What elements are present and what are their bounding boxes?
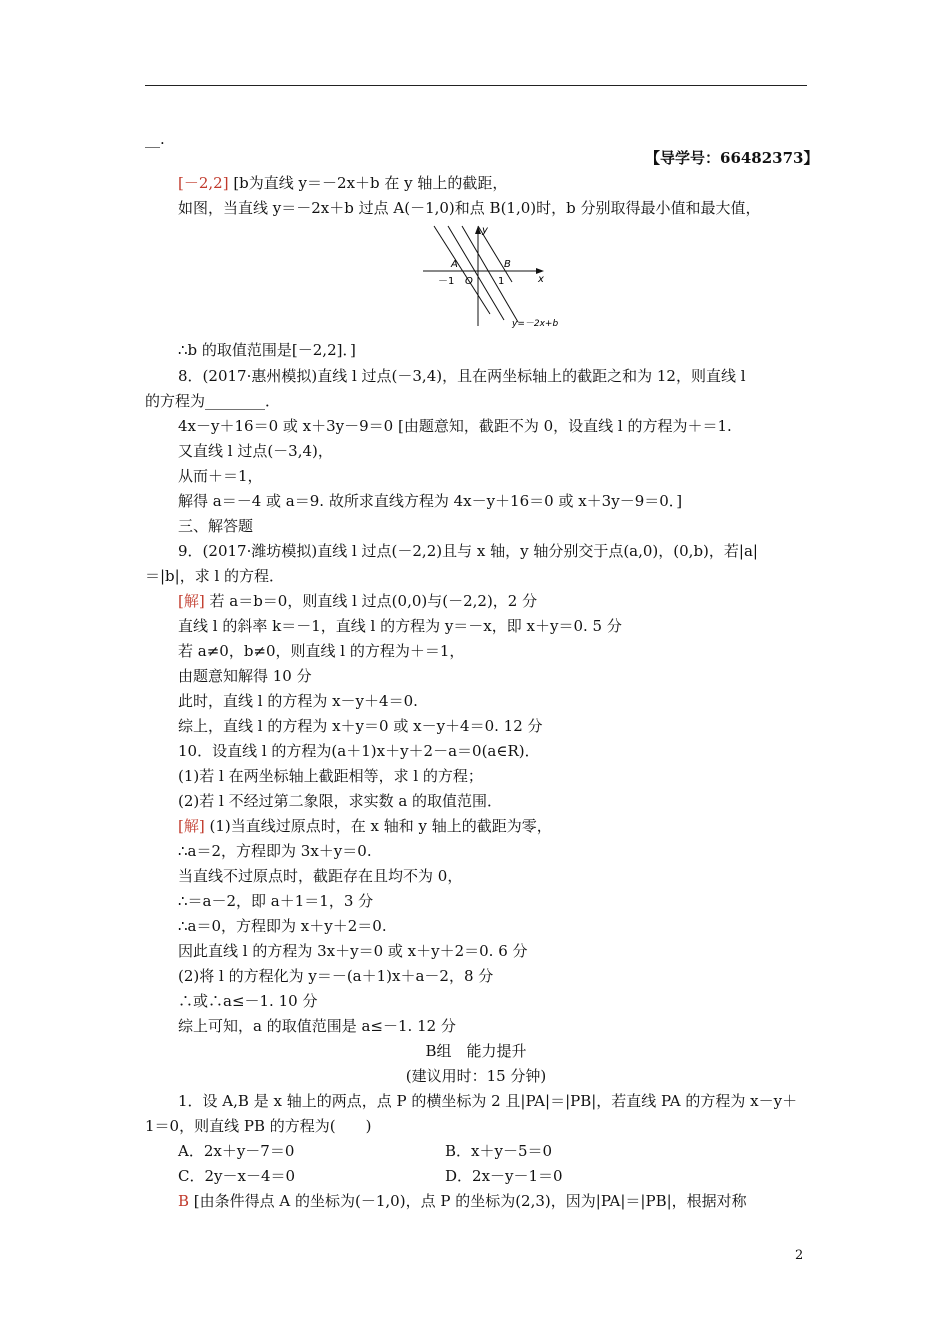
line-text: ＝|b|，求 l 的方程． [145, 567, 285, 585]
answer-marker: [－2,2] [178, 174, 229, 192]
line-text: ∴a＝0，方程即为 x＋y＋2＝0. [178, 917, 387, 935]
text-line [178, 173, 507, 193]
line-text: (2)将 l 的方程化为 y＝－(a＋1)x＋a－2，8 分 [178, 967, 494, 985]
line-text: 若 a≠0，b≠0，则直线 l 的方程为＋＝1， [178, 642, 465, 660]
text-line [178, 716, 543, 736]
text-line [178, 441, 333, 461]
line-text: 9．(2017·潍坊模拟)直线 l 过点(－2,2)且与 x 轴，y 轴分别交于点(a,0)，(0,b)，若|a| [178, 542, 758, 560]
line-text: (1)当直线过原点时，在 x 轴和 y 轴上的截距为零， [204, 817, 552, 835]
line-text: 综上可知，a 的取值范围是 a≤－1. 12 分 [178, 1017, 456, 1035]
line-text: 三、解答题 [178, 517, 254, 535]
line-text: 8．(2017·惠州模拟)直线 l 过点(－3,4)，且在两坐标轴上的截距之和为 12，则直线 l [178, 367, 746, 385]
line-text: 此时，直线 l 的方程为 x－y＋4＝0. [178, 692, 418, 710]
page-number: 2 [795, 1248, 804, 1263]
text-line [178, 741, 540, 761]
text-line [178, 516, 253, 536]
text-line [178, 941, 528, 961]
line-text: 10．设直线 l 的方程为(a＋1)x＋y＋2－a＝0(a∈R)． [178, 742, 540, 760]
line-text: A．2x＋y－7＝0 [178, 1142, 295, 1160]
y-label: y [482, 225, 488, 236]
line-text: 由题意知解得 10 分 [178, 667, 312, 685]
text-line [178, 766, 483, 786]
text-line [445, 1166, 563, 1186]
line-text: (2)若 l 不经过第二象限，求实数 a 的取值范围． [178, 792, 503, 810]
text-line [645, 148, 819, 168]
line-text: 综上，直线 l 的方程为 x＋y＝0 或 x－y＋4＝0. 12 分 [178, 717, 543, 735]
line-text: __. [145, 130, 165, 148]
line-3 [462, 226, 518, 322]
text-line [178, 1016, 456, 1036]
text-line [178, 866, 462, 886]
line-text: 【导学号：66482373】 [645, 149, 819, 167]
line-2 [448, 226, 504, 320]
text-line [178, 466, 263, 486]
text-line [145, 566, 284, 586]
line-text: 的方程为________． [145, 392, 281, 410]
line-text: ∴b 的取值范围是[－2,2]．] [178, 341, 356, 359]
text-line [178, 841, 372, 861]
text-line [178, 891, 373, 911]
line-text: 1＝0，则直线 PB 的方程为( ) [145, 1117, 372, 1135]
line-text: B．x＋y－5＝0 [445, 1142, 553, 1160]
text-line [178, 340, 356, 360]
text-line [178, 616, 622, 636]
text-line [178, 1191, 747, 1211]
tick-neg1-label: －1 [438, 276, 455, 287]
header-rule [145, 85, 807, 86]
text-line [145, 129, 165, 149]
section-subtitle: (建议用时：15 分钟) [405, 1067, 547, 1085]
text-line [145, 1116, 371, 1136]
text-line [178, 416, 732, 436]
line-text: 若 a＝b＝0，则直线 l 过点(0,0)与(－2,2)，2 分 [204, 592, 538, 610]
line-text: 因此直线 l 的方程为 3x＋y＝0 或 x＋y＋2＝0. 6 分 [178, 942, 528, 960]
point-a-label: A [451, 259, 458, 270]
text-line [178, 816, 552, 836]
text-line [178, 666, 312, 686]
line-text: D．2x－y－1＝0 [445, 1167, 563, 1185]
point-b-label: B [504, 259, 511, 270]
answer-marker: [解] [178, 592, 205, 610]
section-title: B组 能力提升 [425, 1042, 527, 1060]
answer-marker: B [178, 1192, 190, 1210]
line-1 [434, 226, 490, 314]
line-text: 解得 a＝－4 或 a＝9. 故所求直线方程为 4x－y＋16＝0 或 x＋3y－9＝0．] [178, 492, 683, 510]
x-label: x [538, 274, 544, 285]
line-text: ∴a＝2，方程即为 3x＋y＝0. [178, 842, 372, 860]
text-line [178, 541, 758, 561]
text-line [145, 391, 280, 411]
line-text: [b为直线 y＝－2x＋b 在 y 轴上的截距， [228, 174, 508, 192]
line-text: ∴＝a－2，即 a＋1＝1，3 分 [178, 892, 374, 910]
text-line [178, 1091, 797, 1111]
text-line [178, 1166, 295, 1186]
line-text: 直线 l 的斜率 k＝－1，直线 l 的方程为 y＝－x，即 x＋y＝0. 5 分 [178, 617, 622, 635]
answer-marker: [解] [178, 817, 205, 835]
text-line [178, 791, 502, 811]
line-text: C．2y－x－4＝0 [178, 1167, 296, 1185]
line-text: ∴或∴a≤－1. 10 分 [178, 992, 318, 1010]
text-line [178, 991, 317, 1011]
line-text: [由条件得点 A 的坐标为(－1,0)，点 P 的坐标为(2,3)，因为|PA|＝|PB|，根据对称 [189, 1192, 747, 1210]
text-line [178, 966, 493, 986]
line-text: 从而＋＝1， [178, 467, 263, 485]
text-line [178, 591, 537, 611]
text-line [178, 491, 682, 511]
line-text: 1．设 A,B 是 x 轴上的两点，点 P 的横坐标为 2 且|PA|＝|PB|，若直线 PA 的方程为 x－y＋ [178, 1092, 798, 1110]
text-line [178, 198, 761, 218]
line-equation-label: y=－2x+b [512, 319, 559, 329]
line-text: 又直线 l 过点(－3,4)， [178, 442, 333, 460]
tick-1-label: 1 [498, 276, 505, 287]
text-line [178, 691, 418, 711]
text-line [178, 916, 387, 936]
text-line [178, 366, 746, 386]
line-text: 当直线不过原点时，截距存在且均不为 0， [178, 867, 463, 885]
line-text: 4x－y＋16＝0 或 x＋3y－9＝0 [由题意知，截距不为 0，设直线 l 的方程为＋＝1. [178, 417, 732, 435]
text-line [178, 1141, 294, 1161]
origin-label: O [465, 276, 473, 287]
line-text: (1)若 l 在两坐标轴上截距相等，求 l 的方程； [178, 767, 483, 785]
text-line [178, 641, 464, 661]
line-text: 如图，当直线 y＝－2x＋b 过点 A(－1,0)和点 B(1,0)时，b 分别取得最小值和最大值， [178, 199, 761, 217]
text-line [445, 1141, 552, 1161]
coordinate-figure [418, 224, 568, 334]
